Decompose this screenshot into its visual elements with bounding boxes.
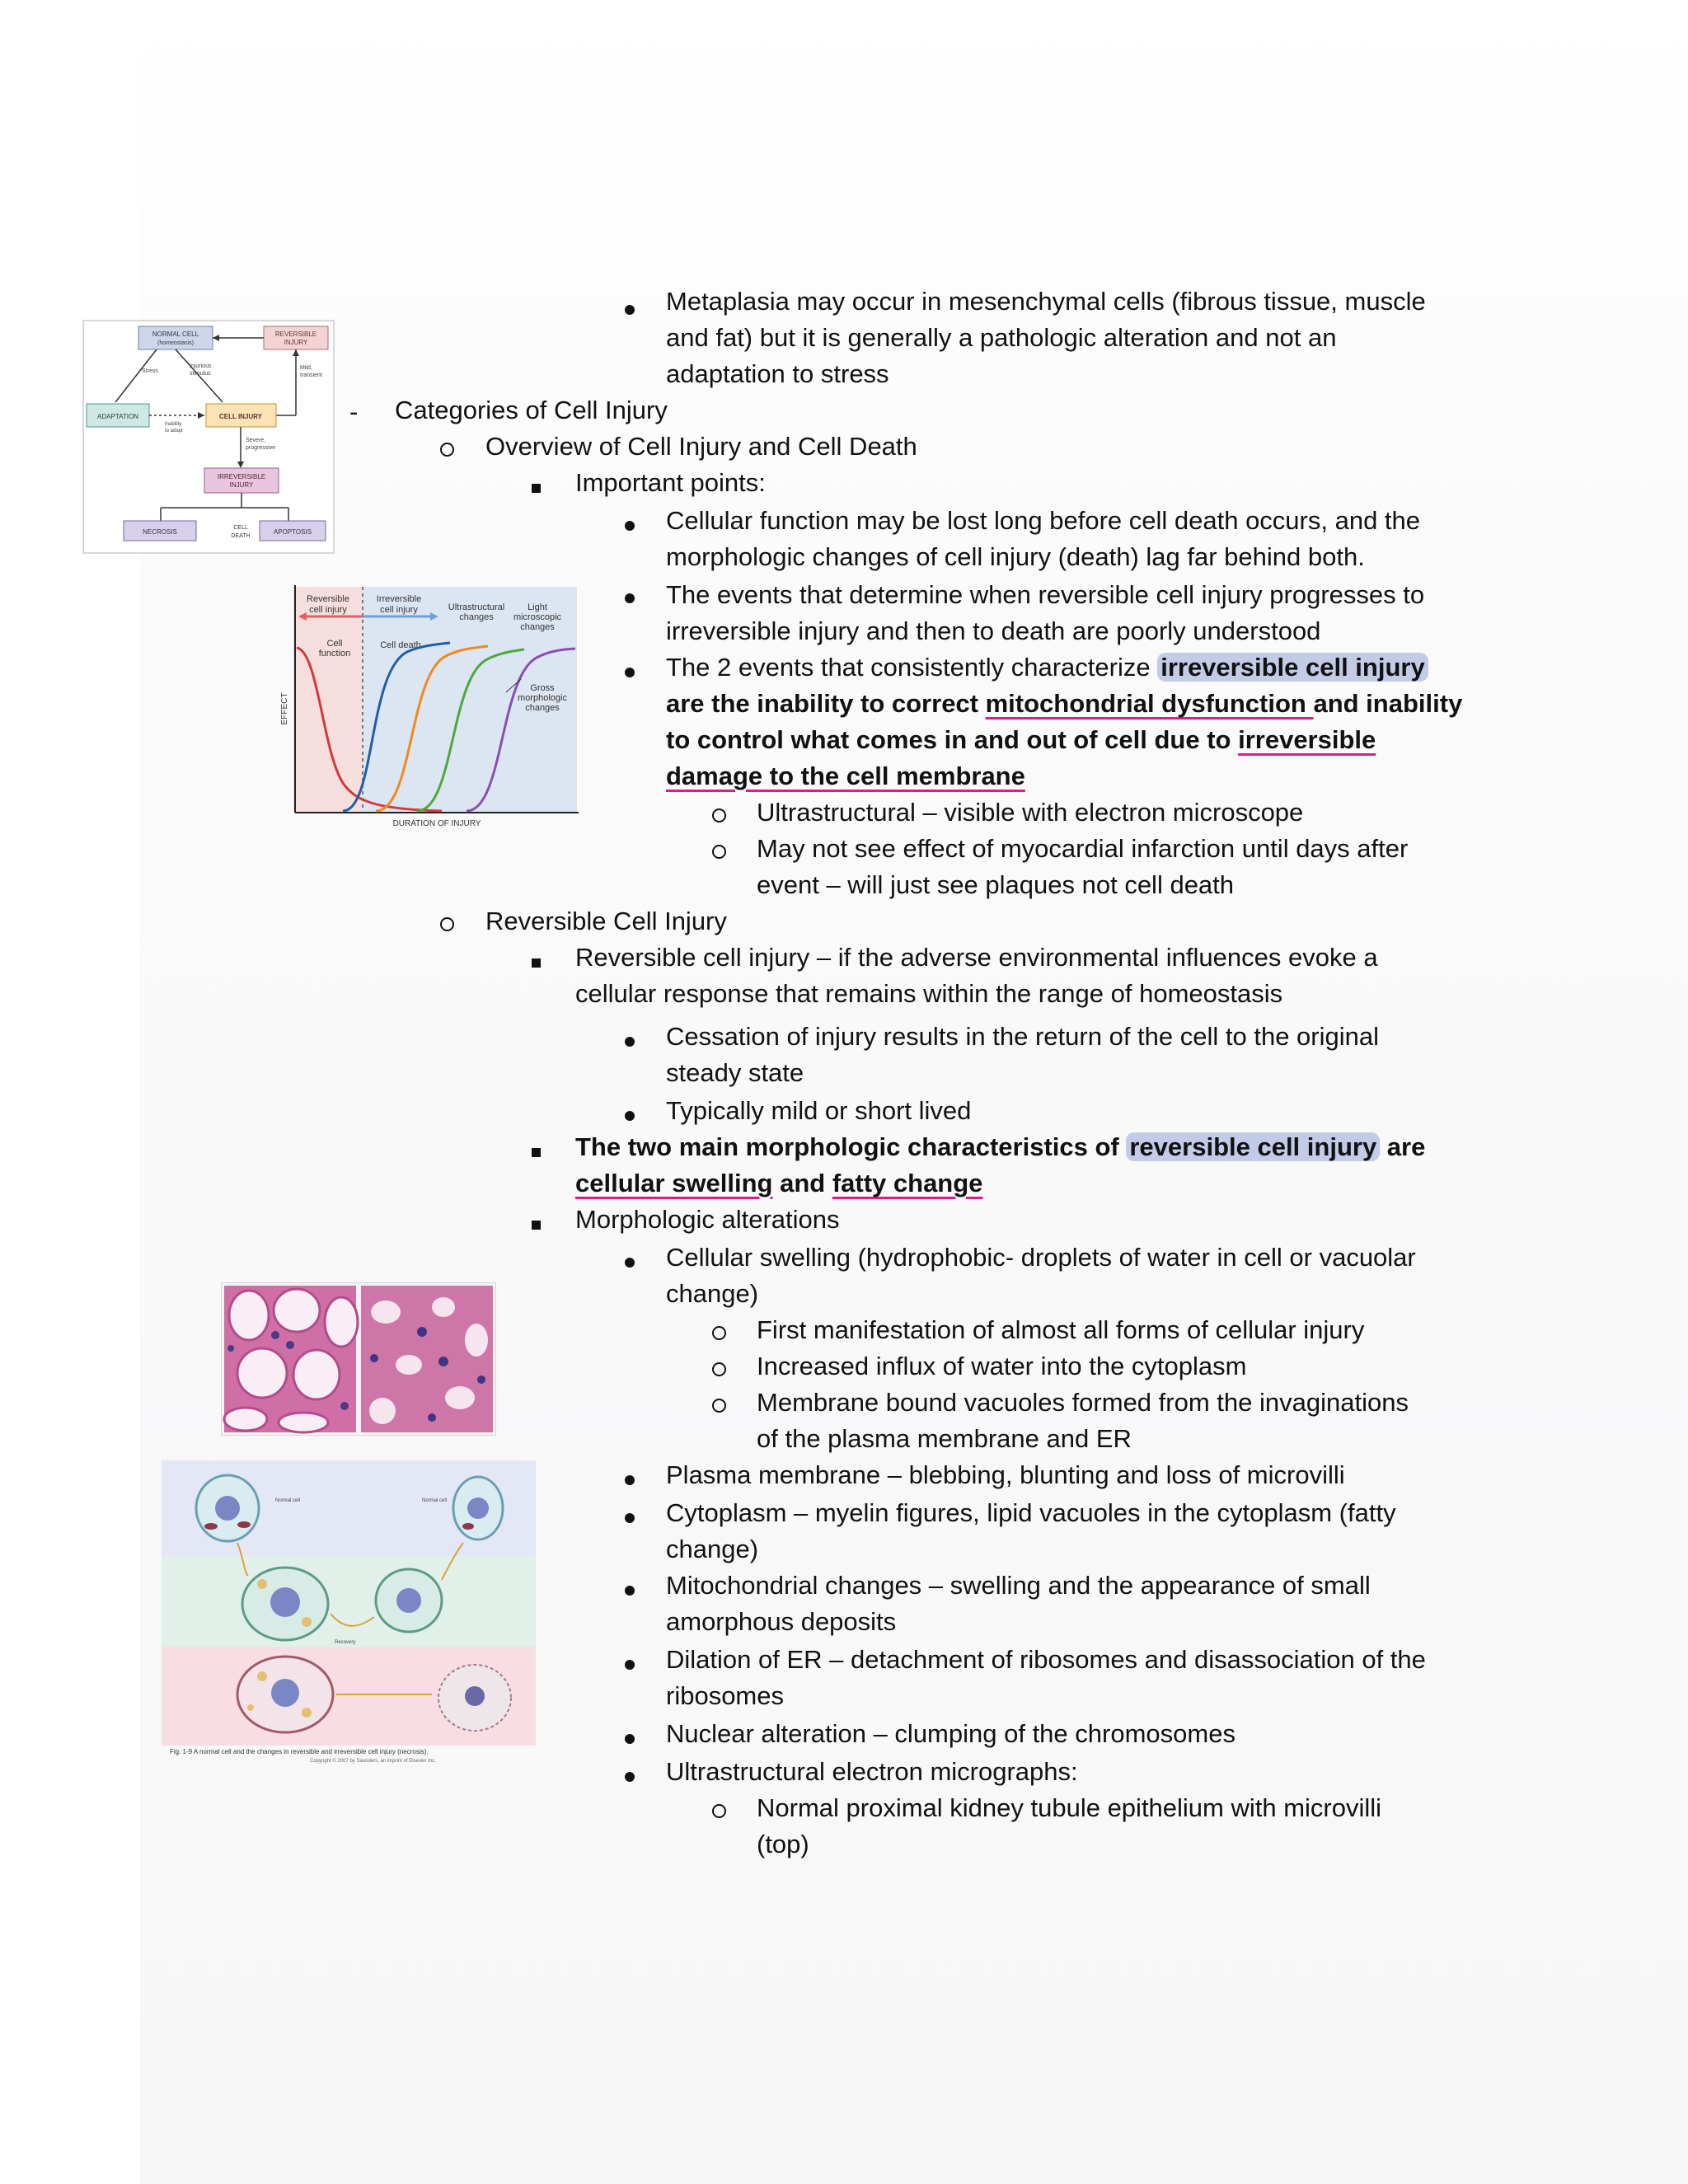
underlined-term: mitochondrial dysfunction	[985, 689, 1314, 718]
svg-text:Normal cell: Normal cell	[422, 1498, 448, 1503]
text-segment: and	[772, 1169, 832, 1197]
underlined-term: fatty change	[832, 1169, 983, 1197]
text-line: Normal proximal kidney tubule epithelium with microvilli	[757, 1793, 1382, 1822]
text-line: Plasma membrane – blebbing, blunting and loss of microvilli	[666, 1460, 1345, 1489]
svg-text:Cell: Cell	[326, 639, 343, 649]
text-line: Cellular function may be lost long before cell death occurs, and the	[666, 506, 1421, 535]
svg-text:INJURY: INJURY	[284, 339, 308, 346]
text-line: Reversible cell injury – if the adverse environmental influences evoke a	[575, 943, 1378, 972]
text-line	[666, 758, 1025, 794]
square-bullet	[532, 466, 541, 503]
square-bullet	[532, 1131, 541, 1167]
svg-text:CELL INJURY: CELL INJURY	[218, 413, 263, 420]
text-line: Ultrastructural electron micrographs:	[666, 1757, 1078, 1786]
bullet	[625, 1497, 635, 1533]
circle-bullet	[440, 430, 454, 466]
svg-text:NECROSIS: NECROSIS	[143, 528, 177, 536]
svg-text:Normal cell: Normal cell	[275, 1498, 301, 1503]
text-line: morphologic changes of cell injury (death) lag far behind both.	[666, 542, 1365, 571]
svg-text:transient: transient	[300, 373, 322, 378]
svg-text:DEATH: DEATH	[231, 533, 251, 539]
bullet	[625, 1020, 635, 1057]
text-line	[575, 1129, 1425, 1165]
text-line: Membrane bound vacuoles formed from the invaginations	[757, 1388, 1409, 1417]
circle-bullet	[712, 1350, 726, 1386]
highlighted-term: reversible cell injury	[1126, 1132, 1380, 1161]
bullet	[625, 504, 635, 541]
svg-text:cell injury: cell injury	[380, 605, 418, 615]
bullet	[625, 1755, 635, 1792]
bullet	[625, 1094, 635, 1131]
svg-text:Injurious: Injurious	[190, 363, 212, 369]
dash: -	[349, 397, 359, 426]
text-line: Cytoplasm – myelin figures, lipid vacuoles in the cytoplasm (fatty	[666, 1498, 1396, 1527]
bullet	[625, 1241, 635, 1277]
histology-micrographs	[221, 1282, 496, 1436]
text-line: Increased influx of water into the cytoplasm	[757, 1352, 1247, 1380]
bullet	[625, 1643, 635, 1680]
circle-bullet	[712, 1792, 726, 1828]
text-line: change)	[666, 1535, 759, 1563]
svg-text:DURATION OF INJURY: DURATION OF INJURY	[392, 819, 481, 828]
svg-text:to adapt: to adapt	[165, 429, 183, 434]
svg-text:Stress: Stress	[142, 368, 158, 374]
svg-text:function: function	[318, 649, 351, 658]
effect-duration-chart	[277, 577, 584, 832]
text-line: Mitochondrial changes – swelling and the appearance of small	[666, 1571, 1371, 1600]
svg-text:REVERSIBLE: REVERSIBLE	[274, 330, 317, 338]
text-line: Cessation of injury results in the return of the cell to the original	[666, 1022, 1380, 1051]
bullet	[625, 1718, 635, 1754]
svg-text:Copyright © 2007 by Saunders,: Copyright © 2007 by Saunders, an imprint of Elsevier Inc.	[310, 1759, 436, 1764]
svg-text:Gross: Gross	[530, 683, 555, 693]
circle-bullet	[440, 905, 454, 941]
cell-injury-illustration	[162, 1460, 536, 1767]
circle-bullet	[712, 832, 726, 869]
underlined-term: cellular swelling	[575, 1169, 773, 1197]
svg-text:Mild,: Mild,	[300, 365, 312, 371]
svg-text:microscopic: microscopic	[513, 612, 562, 622]
text-line	[666, 722, 1376, 758]
text-line: steady state	[666, 1058, 804, 1087]
text-line: adaptation to stress	[666, 359, 889, 388]
circle-bullet	[712, 1314, 726, 1350]
square-bullet	[532, 941, 541, 977]
svg-text:INJURY: INJURY	[229, 481, 254, 489]
bullet	[625, 1459, 635, 1495]
svg-text:Irreversible: Irreversible	[376, 594, 422, 604]
text-line: Morphologic alterations	[575, 1205, 840, 1234]
bullet	[625, 1569, 635, 1605]
text-line	[575, 1165, 982, 1202]
text-line	[666, 686, 1462, 722]
subsection-heading: Reversible Cell Injury	[485, 907, 727, 935]
svg-text:(homeostasis): (homeostasis)	[157, 340, 194, 346]
text-line: of the plasma membrane and ER	[757, 1424, 1132, 1453]
circle-bullet	[712, 1386, 726, 1422]
text-line: irreversible injury and then to death are poorly understood	[666, 616, 1321, 645]
svg-text:morphologic: morphologic	[518, 693, 567, 703]
svg-text:IRREVERSIBLE: IRREVERSIBLE	[217, 473, 266, 480]
text-line: Cellular swelling (hydrophobic- droplets of water in cell or vacuolar	[666, 1243, 1416, 1272]
svg-text:changes: changes	[459, 612, 494, 622]
svg-text:ADAPTATION: ADAPTATION	[97, 413, 138, 420]
circle-bullet	[712, 796, 726, 832]
text-segment: are the inability to correct	[666, 689, 986, 718]
svg-text:Fig. 1-9 A normal cell and th: Fig. 1-9 A normal cell and the changes in reversible and irreversible cell injury (necrosis).	[170, 1748, 429, 1755]
text-line: Nuclear alteration – clumping of the chromosomes	[666, 1719, 1236, 1748]
cell-injury-flow-diagram	[82, 320, 335, 554]
text-line: event – will just see plaques not cell death	[757, 870, 1235, 899]
text-line: Important points:	[575, 468, 766, 497]
square-bullet	[532, 1203, 541, 1240]
svg-text:Cell death: Cell death	[380, 640, 421, 650]
svg-text:changes: changes	[520, 622, 555, 632]
bullet	[625, 651, 635, 687]
text-segment: and inability	[1313, 689, 1463, 718]
text-line: Typically mild or short lived	[666, 1096, 972, 1125]
section-heading: Categories of Cell Injury	[395, 396, 668, 424]
svg-text:EFFECT: EFFECT	[280, 692, 289, 725]
svg-text:cell injury: cell injury	[309, 605, 347, 615]
text-line: ribosomes	[666, 1681, 784, 1710]
svg-text:APOPTOSIS: APOPTOSIS	[273, 528, 312, 536]
svg-text:Ultrastructural: Ultrastructural	[448, 602, 505, 612]
svg-text:Reversible: Reversible	[307, 594, 349, 604]
text-line: cellular response that remains within the range of homeostasis	[575, 979, 1283, 1008]
svg-text:CELL: CELL	[233, 525, 248, 531]
text-line: change)	[666, 1279, 759, 1308]
svg-text:NORMAL CELL: NORMAL CELL	[152, 330, 199, 338]
text-line: Metaplasia may occur in mesenchymal cells (fibrous tissue, muscle	[666, 287, 1426, 316]
text-segment: The 2 events that consistently characterize	[666, 653, 1158, 682]
text-line	[666, 649, 1428, 686]
text-line: amorphous deposits	[666, 1607, 897, 1636]
underlined-term: irreversible	[1238, 725, 1376, 754]
underlined-term: damage to the cell membrane	[666, 762, 1025, 790]
text-line: Dilation of ER – detachment of ribosomes and disassociation of the	[666, 1645, 1426, 1674]
svg-text:Inability: Inability	[165, 422, 182, 427]
svg-text:Severe,: Severe,	[246, 438, 266, 443]
text-line: and fat) but it is generally a pathologic alteration and not an	[666, 323, 1337, 352]
text-line: (top)	[757, 1830, 809, 1858]
svg-text:Recovery: Recovery	[335, 1640, 356, 1645]
text-segment: The two main morphologic characteristics of	[575, 1132, 1127, 1161]
svg-text:progressive: progressive	[246, 445, 276, 451]
svg-text:changes: changes	[525, 703, 560, 713]
svg-text:stimulus: stimulus	[190, 371, 211, 377]
text-segment: to control what comes in and out of cell due to	[666, 725, 1239, 754]
bullet	[625, 288, 635, 325]
text-line: Ultrastructural – visible with electron microscope	[757, 798, 1304, 827]
highlighted-term: irreversible cell injury	[1157, 653, 1428, 682]
text-segment: are	[1380, 1132, 1426, 1161]
text-line: The events that determine when reversible cell injury progresses to	[666, 580, 1425, 609]
svg-text:Light: Light	[528, 602, 547, 612]
bullet	[625, 577, 635, 613]
subsection-heading: Overview of Cell Injury and Cell Death	[485, 432, 917, 461]
text-line: May not see effect of myocardial infarction until days after	[757, 834, 1409, 863]
text-line: First manifestation of almost all forms of cellular injury	[757, 1315, 1365, 1344]
